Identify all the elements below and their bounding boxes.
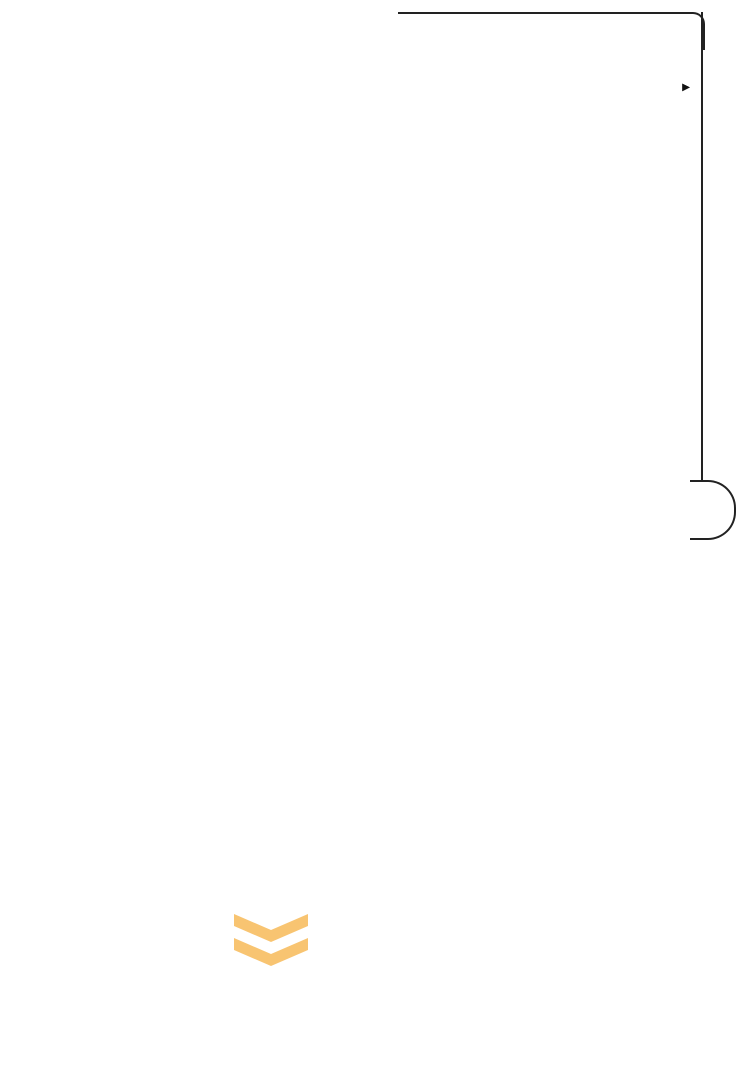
- body-text: [10, 72, 690, 76]
- side-running-title: [706, 75, 728, 215]
- side-rule: [701, 12, 703, 482]
- chapter-header-frame: [398, 12, 705, 50]
- watermark-logo-icon: [232, 910, 310, 972]
- bullet-arrow-icon: [680, 83, 690, 93]
- page-number-frame: [690, 480, 736, 540]
